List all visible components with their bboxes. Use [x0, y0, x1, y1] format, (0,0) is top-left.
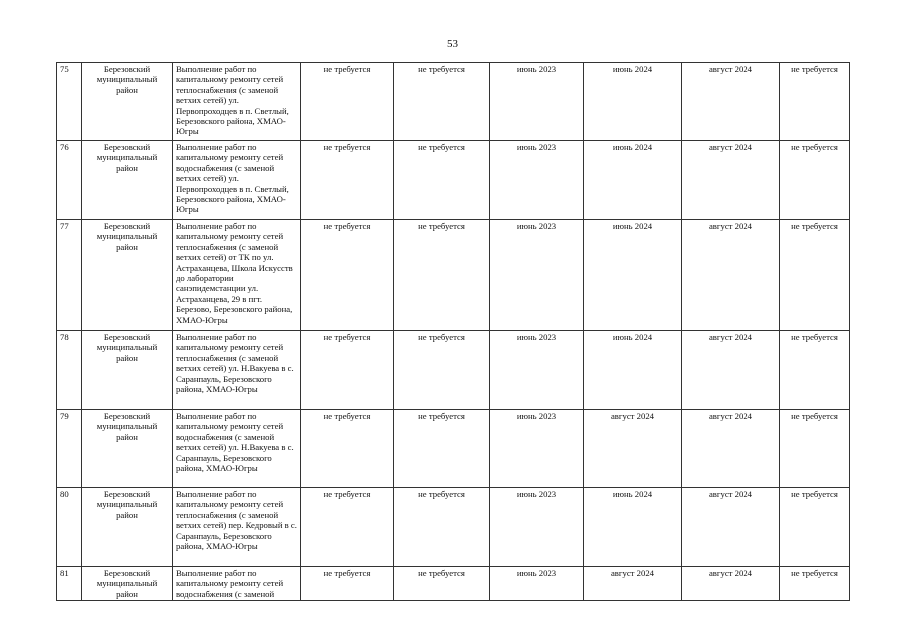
cell-col7: июнь 2024: [584, 141, 682, 220]
row-number: 80: [57, 488, 82, 567]
cell-col4: не требуется: [301, 141, 394, 220]
cell-col5: не требуется: [394, 567, 490, 601]
cell-col6: июнь 2023: [490, 410, 584, 488]
row-number: 81: [57, 567, 82, 601]
municipality-cell: Березовский муниципальный район: [82, 331, 173, 410]
cell-col9: не требуется: [780, 331, 850, 410]
cell-col6: июнь 2023: [490, 220, 584, 331]
cell-col6: июнь 2023: [490, 331, 584, 410]
cell-col5: не требуется: [394, 410, 490, 488]
page-number: 53: [447, 38, 458, 50]
cell-col5: не требуется: [394, 63, 490, 141]
cell-col8: август 2024: [682, 488, 780, 567]
municipality-cell: Березовский муниципальный район: [82, 63, 173, 141]
cell-col4: не требуется: [301, 331, 394, 410]
municipality-cell: Березовский муниципальный район: [82, 488, 173, 567]
municipality-cell: Березовский муниципальный район: [82, 410, 173, 488]
cell-col9: не требуется: [780, 220, 850, 331]
work-description-cell: Выполнение работ по капитальному ремонту сетей водоснабжения (с заменой ветхих сетей) ул. Первопроходцев в п. Светлый, Березовского района, ХМАО-Югры: [173, 141, 301, 220]
work-description-cell: Выполнение работ по капитальному ремонту сетей водоснабжения (с заменой ветхих сетей) ул. Н.Вакуева в с. Саранпауль, Березовского района, ХМАО-Югры: [173, 410, 301, 488]
table-row: [57, 63, 850, 141]
cell-col8: август 2024: [682, 567, 780, 601]
cell-col6: июнь 2023: [490, 567, 584, 601]
cell-col9: не требуется: [780, 141, 850, 220]
cell-col7: июнь 2024: [584, 488, 682, 567]
table-row: [57, 331, 850, 410]
cell-col4: не требуется: [301, 63, 394, 141]
table-row: [57, 220, 850, 331]
row-number: 75: [57, 63, 82, 141]
cell-col6: июнь 2023: [490, 488, 584, 567]
municipality-cell: Березовский муниципальный район: [82, 141, 173, 220]
cell-col7: июнь 2024: [584, 220, 682, 331]
table-row: [57, 567, 850, 601]
cell-col8: август 2024: [682, 331, 780, 410]
cell-col5: не требуется: [394, 331, 490, 410]
row-number: 76: [57, 141, 82, 220]
table-row: [57, 141, 850, 220]
cell-col4: не требуется: [301, 567, 394, 601]
cell-col9: не требуется: [780, 488, 850, 567]
cell-col8: август 2024: [682, 141, 780, 220]
cell-col8: август 2024: [682, 63, 780, 141]
work-description-cell: Выполнение работ по капитальному ремонту сетей теплоснабжения (с заменой ветхих сетей) ул. Н.Вакуева в с. Саранпауль, Березовского района, ХМАО-Югры: [173, 331, 301, 410]
table-row: [57, 488, 850, 567]
municipality-cell: Березовский муниципальный район: [82, 220, 173, 331]
cell-col7: август 2024: [584, 410, 682, 488]
table-row: [57, 410, 850, 488]
row-number: 77: [57, 220, 82, 331]
cell-col5: не требуется: [394, 488, 490, 567]
municipality-cell: Березовский муниципальный район: [82, 567, 173, 601]
cell-col7: июнь 2024: [584, 63, 682, 141]
cell-col6: июнь 2023: [490, 63, 584, 141]
cell-col9: не требуется: [780, 410, 850, 488]
cell-col8: август 2024: [682, 220, 780, 331]
cell-col4: не требуется: [301, 410, 394, 488]
cell-col5: не требуется: [394, 220, 490, 331]
row-number: 78: [57, 331, 82, 410]
work-description-cell: Выполнение работ по капитальному ремонту сетей теплоснабжения (с заменой ветхих сетей) пер. Кедровый в с. Саранпауль, Березовского района, ХМАО-Югры: [173, 488, 301, 567]
cell-col9: не требуется: [780, 63, 850, 141]
cell-col8: август 2024: [682, 410, 780, 488]
work-description-cell: Выполнение работ по капитальному ремонту сетей теплоснабжения (с заменой ветхих сетей) от ТК по ул. Астраханцева, Школа Искусств до лаборатории санэпидемстанции ул. Астраханцева, 29 в пгт. Березово, Березовского района, ХМАО-Югры: [173, 220, 301, 331]
works-table: [56, 62, 850, 601]
cell-col7: август 2024: [584, 567, 682, 601]
cell-col7: июнь 2024: [584, 331, 682, 410]
cell-col6: июнь 2023: [490, 141, 584, 220]
cell-col4: не требуется: [301, 220, 394, 331]
cell-col9: не требуется: [780, 567, 850, 601]
work-description-cell: Выполнение работ по капитальному ремонту сетей теплоснабжения (с заменой ветхих сетей) ул. Первопроходцев в п. Светлый, Березовского района, ХМАО-Югры: [173, 63, 301, 141]
cell-col4: не требуется: [301, 488, 394, 567]
cell-col5: не требуется: [394, 141, 490, 220]
row-number: 79: [57, 410, 82, 488]
work-description-cell: Выполнение работ по капитальному ремонту сетей водоснабжения (с заменой: [173, 567, 301, 601]
